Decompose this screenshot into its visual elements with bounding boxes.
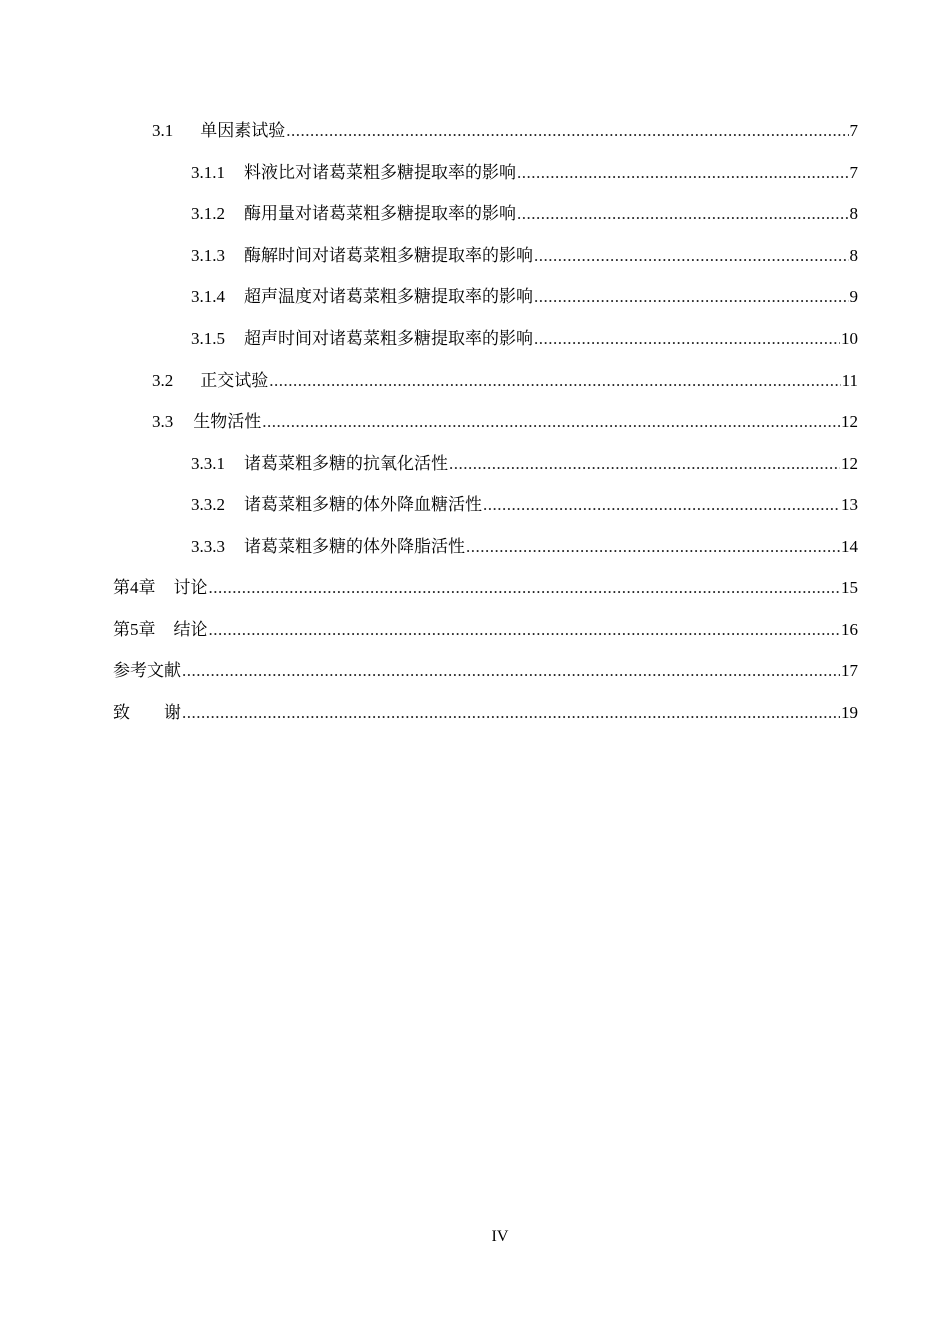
toc-entry-page: 10 (841, 329, 858, 348)
toc-entry-3-3[interactable] (152, 405, 858, 433)
toc-entry-number: 3.1.4 (191, 287, 225, 306)
toc-entry-number: 3.1.3 (191, 246, 225, 265)
toc-entry-title: 酶用量对诸葛菜粗多糖提取率的影响 (244, 204, 516, 224)
toc-entry-number: 3.3.3 (191, 537, 225, 556)
toc-entry-page: 12 (841, 412, 858, 431)
toc-leader-dots (466, 536, 840, 558)
toc-leader-dots (534, 328, 840, 350)
toc-entry-3-1-5[interactable] (191, 322, 858, 350)
toc-entry-number: 第5章 (113, 620, 156, 639)
toc-leader-dots (534, 245, 849, 267)
toc-entry-number: 3.1.1 (191, 163, 225, 182)
toc-leader-dots (483, 494, 840, 516)
toc-entry-title: 料液比对诸葛菜粗多糖提取率的影响 (244, 163, 516, 183)
toc-entry-number: 3.3 (152, 412, 174, 431)
toc-entry-number: 3.2 (152, 371, 174, 390)
toc-leader-dots (182, 660, 840, 682)
toc-entry-title: 结论 (173, 620, 208, 640)
toc-entry-number: 3.1.2 (191, 204, 225, 223)
toc-entry-3-1[interactable] (152, 114, 858, 142)
toc-entry-3-2[interactable] (152, 364, 858, 392)
page-number: IV (491, 1228, 509, 1245)
toc-leader-dots (449, 453, 840, 475)
toc-entry-page: 8 (849, 204, 858, 223)
toc-entry-number: 3.3.1 (191, 454, 225, 473)
toc-entry-3-1-3[interactable] (191, 239, 858, 267)
toc-entry-page: 7 (849, 121, 858, 140)
toc-entry-page: 16 (841, 620, 858, 639)
toc-entry-page: 15 (841, 578, 858, 597)
toc-entry-title: 正交试验 (200, 371, 269, 391)
toc-entry-3-1-4[interactable] (191, 280, 858, 308)
toc-entry-title: 参考文献 (113, 661, 181, 681)
toc-entry-title: 生物活性 (193, 412, 262, 432)
toc-entry-title: 致 谢 (113, 703, 181, 723)
toc-entry-3-3-3[interactable] (191, 530, 858, 558)
toc-entry-chapter-4[interactable] (113, 571, 858, 599)
toc-entry-title: 超声温度对诸葛菜粗多糖提取率的影响 (244, 287, 533, 307)
toc-leader-dots (517, 162, 849, 184)
toc-entry-number: 第4章 (113, 578, 156, 597)
toc-entry-3-3-2[interactable] (191, 488, 858, 516)
toc-entry-title: 诸葛菜粗多糖的体外降血糖活性 (244, 495, 482, 515)
toc-leader-dots (269, 370, 840, 392)
toc-leader-dots (534, 286, 849, 308)
toc-entry-chapter-5[interactable] (113, 613, 858, 641)
toc-entry-title: 讨论 (173, 578, 208, 598)
toc-entry-title: 单因素试验 (200, 121, 286, 141)
toc-leader-dots (182, 702, 840, 724)
toc-entry-3-1-1[interactable] (191, 156, 858, 184)
toc-entry-page: 9 (849, 287, 858, 306)
toc-leader-dots (209, 619, 841, 641)
toc-entry-references[interactable] (113, 654, 858, 682)
toc-entry-page: 14 (841, 537, 858, 556)
toc-entry-title: 诸葛菜粗多糖的体外降脂活性 (244, 537, 465, 557)
toc-entry-title: 诸葛菜粗多糖的抗氧化活性 (244, 454, 448, 474)
toc-entry-number: 3.3.2 (191, 495, 225, 514)
toc-leader-dots (517, 203, 849, 225)
toc-entry-acknowledgements[interactable] (113, 696, 858, 724)
toc-leader-dots (262, 411, 840, 433)
toc-entry-title: 超声时间对诸葛菜粗多糖提取率的影响 (244, 329, 533, 349)
toc-entry-3-3-1[interactable] (191, 447, 858, 475)
toc-entry-page: 17 (841, 661, 858, 680)
toc-entry-page: 19 (841, 703, 858, 722)
toc-entry-page: 12 (841, 454, 858, 473)
toc-entry-page: 13 (841, 495, 858, 514)
toc-leader-dots (209, 577, 841, 599)
toc-entry-3-1-2[interactable] (191, 197, 858, 225)
toc-entry-page: 11 (841, 371, 858, 390)
toc-entry-title: 酶解时间对诸葛菜粗多糖提取率的影响 (244, 246, 533, 266)
toc-entry-page: 7 (849, 163, 858, 182)
toc-entry-page: 8 (849, 246, 858, 265)
toc-leader-dots (286, 120, 848, 142)
toc-entry-number: 3.1.5 (191, 329, 225, 348)
toc-entry-number: 3.1 (152, 121, 174, 140)
